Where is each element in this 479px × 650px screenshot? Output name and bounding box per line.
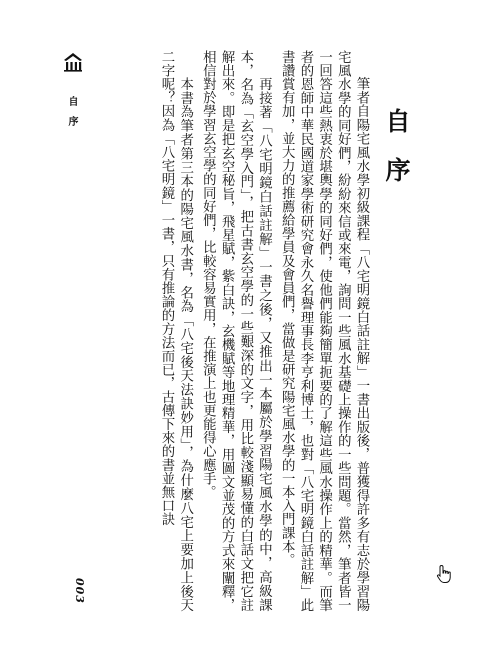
paragraph-1-text: 筆者自陽宅風水學初級課程「八宅明鏡白話註解」一書出版後，普獲得許多有志於學習陽宅風水學的同好們，紛紛來信或來電，詢問一些風水基礎上操作的一些問題。當然，筆者皆一一回答這些熱衷於堪輿學的同好們，使他們能夠簡單扼要的了解這些風水操作上的精華。而筆者的恩師中華民國道家學術研究會永久名譽理事長李亨利博士，也對「八宅明鏡白話註解」此書讚賞有加，並大力的推薦給學員及會員們，當做是研究陽宅風水學的一本入門課本。 — [279, 50, 369, 612]
paragraph-3-text: 本書為筆者第三本的陽宅風水書，名為「八宅後天法訣妙用」，為什麼八宅上要加上後天二字呢？因為「八宅明鏡」一書，只有推論的方法而已，古傳下來的書並無口訣 — [158, 50, 193, 612]
hand-cursor-icon — [436, 564, 452, 584]
house-logo-icon — [62, 52, 84, 72]
paragraph-2-text: 再接著「八宅明鏡白話註解」一書之後，又推出一本屬於學習陽宅風水學的中，高級課本，名為「玄空學入門」，把古書玄空學的一些艱深的文字，用比較淺顯易懂的白話文把它註解出來。即是把玄空秘旨，飛星賦，紫白訣，玄機賦等地理精華，用圖文並茂的方式來闡釋，相信對於學習玄空學的同好們，比較容易實用，在推演上也更能得心應手。 — [200, 50, 272, 612]
body-paragraph-2 — [198, 50, 273, 612]
page-heading: 自序 — [382, 108, 411, 206]
body-paragraph-1 — [276, 50, 370, 612]
body-text — [112, 50, 370, 612]
body-paragraph-3 — [156, 50, 193, 612]
section-label: 自序 — [66, 96, 77, 136]
page-number: 003 — [73, 578, 86, 604]
